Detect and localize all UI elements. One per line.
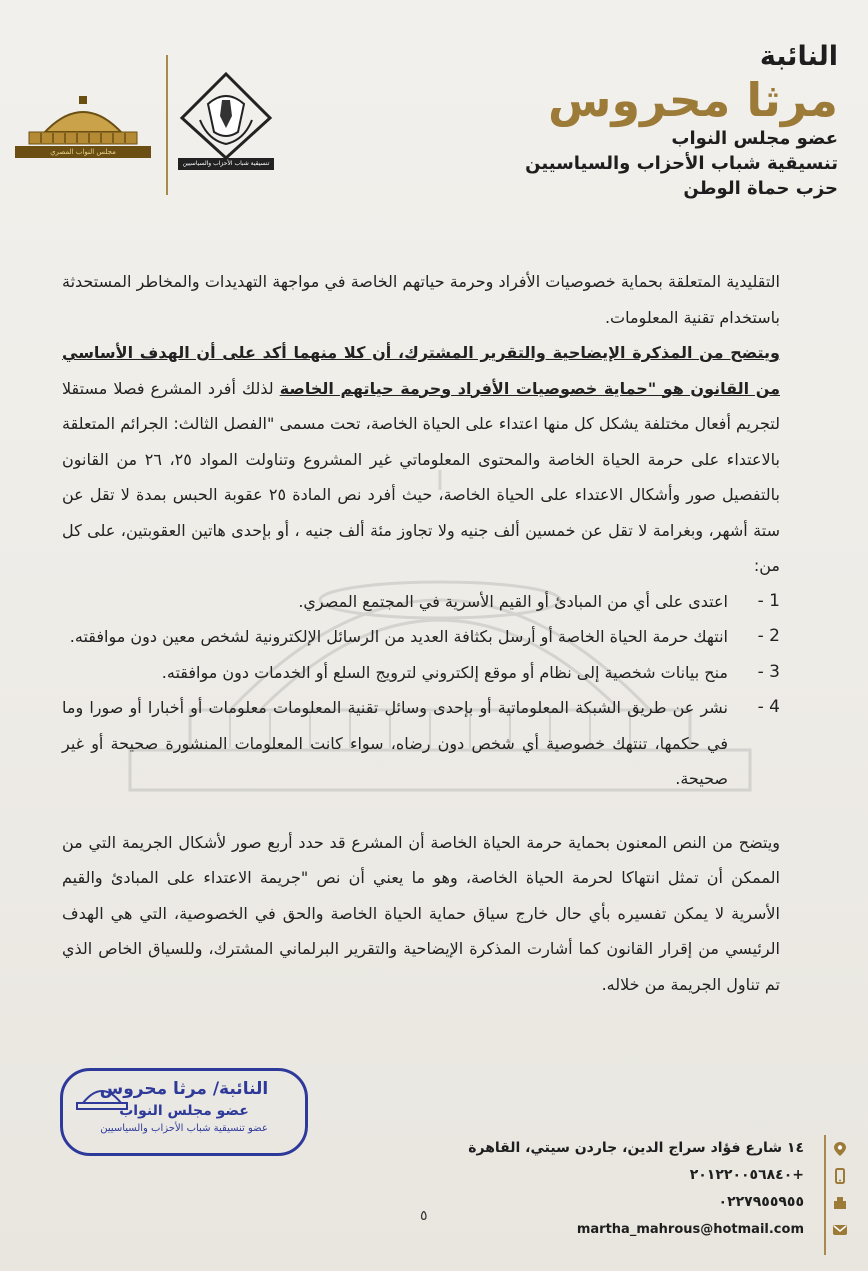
list-item	[62, 619, 780, 655]
party-logo-caption: تنسيقية شباب الأحزاب والسياسيين	[178, 158, 274, 170]
footer-divider	[824, 1135, 826, 1255]
letterhead-name: مرثا محروس	[548, 73, 838, 127]
letterhead-title: النائبة	[759, 41, 838, 72]
email-text[interactable]: martha_mahrous@hotmail.com	[576, 1222, 804, 1237]
mobile-text: +٢٠١٢٢٠٠٥٦٨٤٠	[689, 1167, 804, 1183]
list-item-text: منح بيانات شخصية إلى نظام أو موقع إلكتروني لترويج السلع أو الخدمات دون موافقته.	[161, 662, 728, 682]
list-item	[62, 584, 780, 620]
address-row	[408, 1135, 848, 1162]
mobile-row	[408, 1162, 848, 1189]
list-item-number: 4 -	[757, 697, 780, 717]
offences-list	[62, 584, 780, 797]
parliament-logo	[15, 92, 151, 158]
list-item	[62, 690, 780, 797]
stamp-name: النائبة/ مرثا محروس	[99, 1079, 269, 1099]
parliament-dome-icon	[15, 92, 151, 146]
coordination-logo-icon	[178, 70, 274, 160]
address-text: ١٤ شارع فؤاد سراج الدين، جاردن سيتي، القاهرة	[468, 1140, 804, 1156]
email-icon	[832, 1222, 848, 1238]
list-item-number: 1 -	[757, 590, 780, 611]
official-stamp	[60, 1068, 308, 1156]
list-item-number: 2 -	[757, 626, 780, 646]
paragraph-conclusion: ويتضح من النص المعنون بحماية حرمة الحياة الخاصة أن المشرع قد حدد أربع صور لأشكال الجريمة التي من الممكن أن تمثل انتهاكا لحرمة الحياة الخاصة، وهو ما يعني أن نص "جريمة الاعتداء على المبادئ والقيم الأسرية لا يمكن تفسيره بأي حال خارج سياق حماية الحياة الخاصة والحق في الخصوصية، التي هي الهدف الرئيسي من إقرار القانون كما أشارت المذكرة الإيضاحية والتقرير البرلماني المشترك، وللسياق الخاص الذي تم تناول الجريمة من خلاله.	[62, 832, 780, 994]
stamp-dome-icon	[71, 1077, 133, 1111]
paragraph-intro: التقليدية المتعلقة بحماية خصوصيات الأفراد وحرمة حياتهم الخاصة في مواجهة التهديدات والمخاطر المستحدثة باستخدام تقنية المعلومات.	[62, 272, 780, 327]
telephone-icon	[832, 1195, 848, 1211]
email-row	[408, 1216, 848, 1243]
paragraph-purpose-rest: لذلك أفرد المشرع فصلا مستقلا لتجريم أفعال مختلفة يشكل كل منها اعتداء على الحياة الخاصة، تحت مسمى "الفصل الثالث: الجرائم المتعلقة بالاعتداء على حرمة الحياة الخاصة والمحتوى المعلوماتي غير المشروع وتناولت المواد ٢٥، ٢٦ من القانون بالتفصيل صور وأشكال الاعتداء على الحياة الخاصة، حيث أفرد نص المادة ٢٥ عقوبة الحبس بمدة لا تقل عن ستة أشهر، وبغرامة لا تقل عن خمسين ألف جنيه ولا تجاوز مئة ألف جنيه ، أو بإحدى هاتين العقوبتين، على كل من:	[62, 378, 781, 575]
stamp-coordination: عضو تنسيقية شباب الأحزاب والسياسيين	[100, 1123, 268, 1134]
phone-text: ٠٢٢٧٩٥٥٩٥٥	[718, 1194, 804, 1210]
page-number: ٥	[420, 1208, 428, 1224]
parliament-logo-caption: مجلس النواب المصري	[15, 146, 151, 158]
list-item	[62, 655, 780, 691]
list-item-text: نشر عن طريق الشبكة المعلوماتية أو بإحدى وسائل تقنية المعلومات معلومات أو أخبارا أو صورا وما في حكمها، تنتهك خصوصية أي شخص دون رضاه، سواء كانت المعلومات المنشورة صحيحة أو غير صحيحة.	[62, 698, 728, 788]
party-logo	[178, 70, 274, 174]
mobile-phone-icon	[832, 1168, 848, 1184]
contact-footer	[408, 1135, 848, 1243]
list-item-number: 3 -	[757, 661, 780, 682]
letter-body	[62, 264, 780, 1002]
location-pin-icon	[832, 1141, 848, 1157]
letterhead-coordination: تنسيقية شباب الأحزاب والسياسيين	[525, 153, 838, 174]
paragraph-purpose	[62, 335, 780, 584]
stamp-position: عضو مجلس النواب	[119, 1103, 249, 1119]
letterhead-party: حزب حماة الوطن	[683, 178, 838, 199]
paragraph-spacer	[62, 797, 780, 825]
list-item-text: انتهك حرمة الحياة الخاصة أو أرسل بكثافة العديد من الرسائل الإلكترونية لشخص معين دون موافقته.	[69, 627, 728, 646]
phone-row	[408, 1189, 848, 1216]
underlined-statement: ويتضح من المذكرة الإيضاحية والتقرير المشترك، أن كلا منهما أكد على أن الهدف الأساسي من القانون هو "حماية خصوصيات الأفراد وحرمة حياتهم الخاصة	[62, 343, 780, 398]
letterhead	[418, 40, 838, 201]
letterhead-position: عضو مجلس النواب	[671, 128, 838, 149]
header-divider	[166, 55, 168, 195]
list-item-text: اعتدى على أي من المبادئ أو القيم الأسرية في المجتمع المصري.	[298, 591, 728, 611]
